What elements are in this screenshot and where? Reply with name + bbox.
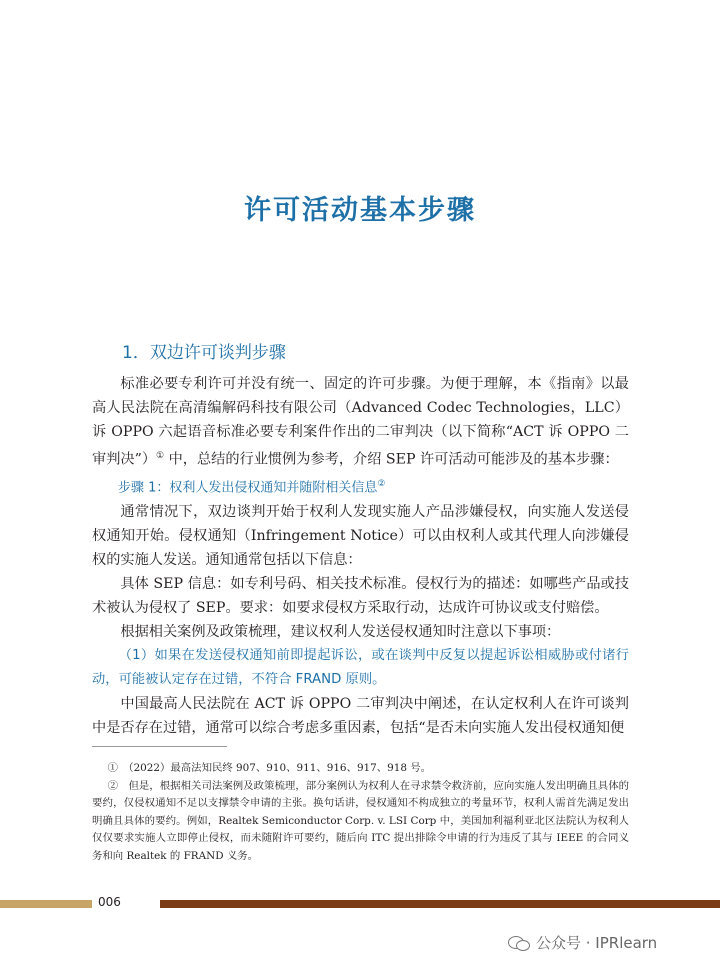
- body-text: [92, 372, 629, 740]
- footer-bar-left: [0, 900, 92, 908]
- paragraph-notice: 通常情况下，双边谈判开始于权利人发现实施人产品涉嫌侵权，向实施人发送侵权通知开始。侵权通知（Infringement Notice）可以由权利人或其代理人向涉嫌侵权的实施人发送。通知通常包括以下信息：: [92, 504, 629, 569]
- page-number: 006: [98, 895, 121, 909]
- section-heading: 1．双边许可谈判步骤: [122, 343, 286, 363]
- paragraph-sep-info: 具体 SEP 信息：如专利号码、相关技术标准。侵权行为的描述：如哪些产品或技术被认为侵权了 SEP。要求：如要求侵权方采取行动，达成许可协议或支付赔偿。: [92, 576, 629, 617]
- paragraph-notes-intro: 根据相关案例及政策梳理，建议权利人发送侵权通知时注意以下事项：: [120, 624, 561, 641]
- watermark-text: 公众号 · IPRlearn: [536, 934, 658, 952]
- footnotes: [92, 760, 629, 865]
- watermark: [508, 932, 657, 953]
- page-title: 许可活动基本步骤: [244, 195, 476, 226]
- footer-bar-right: [160, 900, 720, 908]
- footnote-2: ② 但是，根据相关司法案例及政策梳理，部分案例认为权利人在寻求禁令救济前，应向实施人发出明确且具体的要约，仅侵权通知不足以支撑禁令申请的主张。换句话讲，侵权通知不构成独立的考量环节，权利人需首先满足发出明确且具体的要约。例如，Realtek Semiconductor Corp. v. LSI Corp 中，美国加利福利亚北区法院认为权利人仅仅要求实施人立即停止侵权，而未随附许可要约，随后向 ITC 提出排除令申请的行为违反了其与 IEEE 的合同义务和向 Realtek 的 FRAND 义务。: [92, 779, 630, 862]
- footnote-1: ① （2022）最高法知民终 907、910、911、916、917、918 号。: [107, 762, 432, 774]
- footnote-divider: [92, 746, 227, 747]
- step-1-heading: 步骤 1：权利人发出侵权通知并随附相关信息②: [118, 478, 386, 496]
- wechat-icon: [508, 935, 530, 951]
- footnote-ref-2[interactable]: ②: [377, 478, 386, 489]
- note-1: （1）如果在发送侵权通知前即提起诉讼，或在谈判中反复以提起诉讼相威胁或付诸行动，可能被认定存在过错，不符合 FRAND 原则。: [92, 648, 629, 688]
- paragraph-act-oppo: 中国最高人民法院在 ACT 诉 OPPO 二审判决中阐述，在认定权利人在许可谈判中是否存在过错，通常可以综合考虑多重因素，包括“是否未向实施人发出侵权通知便: [92, 696, 629, 737]
- intro-paragraph: 标准必要专利许可并没有统一、固定的许可步骤。为便于理解，本《指南》以最高人民法院在高清编解码科技有限公司（Advanced Codec Technologies，LLC）诉 OPPO 六起语音标准必要专利案件作出的二审判决（以下简称“ACT 诉 OPPO 二审判决”）① 中，总结的行业惯例为参考，介绍 SEP 许可活动可能涉及的基本步骤：: [92, 376, 629, 468]
- footnote-ref-1[interactable]: ①: [156, 451, 165, 461]
